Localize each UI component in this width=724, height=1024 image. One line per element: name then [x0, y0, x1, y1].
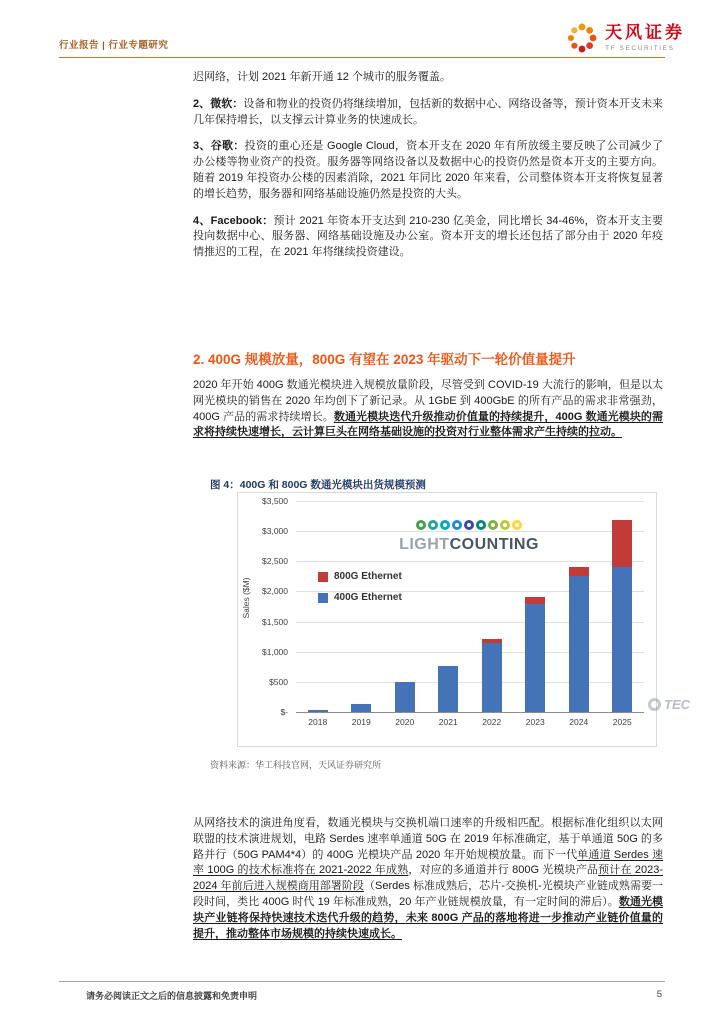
legend-swatch	[318, 572, 328, 582]
chart-plot	[296, 501, 690, 713]
footer-disclaimer: 请务必阅读正文之后的信息披露和免责申明	[86, 991, 258, 1001]
paragraph: 迟网络，计划 2021 年新开通 12 个城市的服务覆盖。	[193, 71, 451, 83]
y-tick-label: $3,500	[262, 496, 288, 506]
x-tick-label: 2021	[438, 717, 458, 727]
gridline	[296, 501, 644, 502]
paragraph: 4、Facebook：预计 2021 年资本开支达到 210-230 亿美金，同比增长 34-46%，资本开支主要投向数据中心、服务器、网络基础设施及办公室。资本开支的增长还包括了部分由于 2020 年疫情推迟的工程，在 2021 年将继续投资建设。	[193, 214, 663, 259]
watermark-text: TEC	[664, 697, 690, 712]
brand-subtitle: TF SECURITIES	[605, 44, 675, 52]
y-tick-label: $500	[269, 676, 288, 687]
lc-counting-text: COUNTING	[449, 536, 539, 553]
section-paragraph: 2020 年开始 400G 数通光模块进入规模放量阶段，尽管受到 COVID-19 大流行的影响，但是以太网光模块的销售在 2020 年均创下了新记录。从 1GbE 到 400GbE 的所有产品的需求非常强劲，400G 产品的需求持续增长。数通光模块迭代升级推动价值量的持续提升，400G 数通光模块的需求将持续快速增长，云计算巨头在网络基础设施的投资对行业整体需求产生持续的拉动。	[193, 379, 663, 439]
bar-segment	[612, 567, 632, 712]
lightcounting-chain-icon	[384, 517, 554, 533]
bar-segment	[351, 704, 371, 712]
y-tick-label: $2,000	[262, 586, 288, 597]
x-tick-label: 2023	[525, 717, 545, 727]
x-tick-label: 2024	[569, 717, 589, 727]
lightcounting-wordmark	[384, 536, 554, 554]
bar-segment	[612, 520, 632, 567]
lightcounting-logo	[384, 517, 554, 554]
y-tick-label: $1,500	[262, 616, 288, 627]
y-axis-label: Sales ($M)	[241, 577, 251, 619]
gridline	[296, 622, 644, 623]
bar-segment	[438, 666, 458, 712]
y-tick-label: $-	[280, 707, 288, 717]
bar-segment	[395, 682, 415, 712]
legend-item	[318, 571, 402, 582]
bar-segment	[525, 597, 545, 604]
x-axis-ticks	[296, 717, 644, 731]
gridline	[296, 682, 644, 683]
bar-segment	[569, 576, 589, 712]
bar-segment	[569, 567, 589, 576]
footer-divider	[59, 981, 665, 982]
chart-legend	[318, 571, 402, 613]
figure-source: 资料来源：华工科技官网，天风证券研究所	[210, 760, 382, 770]
breadcrumb: 行业报告 | 行业专题研究	[59, 40, 169, 51]
header-divider	[59, 57, 665, 58]
paragraph: 3、谷歌：投资的重心还是 Google Cloud，资本开支在 2020 年有所放缓主要反映了公司减少了办公楼等物业资产的投资。服务器等网络设备以及数据中心的投资仍然是资本开支的主要方向。随着 2019 年投资办公楼的因素消除，2021 年同比 2020 年来看，公司整体资本开支将恢复显著的增长趋势，服务器和网络基础设施仍然是投资的大头。	[193, 140, 664, 200]
bar-segment	[482, 639, 502, 643]
y-tick-label: $3,000	[262, 526, 288, 537]
section-heading: 2. 400G 规模放量，800G 有望在 2023 年驱动下一轮价值量提升	[193, 352, 576, 367]
tf-pinwheel-icon	[565, 21, 599, 55]
page-number: 5	[656, 989, 662, 1000]
gridline	[296, 652, 644, 653]
closing-paragraph: 从网络技术的演进角度看，数通光模块与交换机端口速率的升级相匹配。根据标准化组织以太网联盟的技术演进规划，电路 Serdes 速率单通道 50G 在 2019 年标准确定，基于单通道 50G 的多路并行（50G PAM4*4）的 400G 光模块产品 2020 年开始规模放量。而下一代单通道 Serdes 速率 100G 的技术标准将在 2021-2022 年成熟，对应的多通道并行 800G 光模块产品预计在 2023-2024 年前后进入规模商用部署阶段（Serdes 标准成熟后，芯片-交换机-光模块产业链成熟需要一段时间，类比 400G 时代 19 年标准成熟，20 年产业链规模放量，有一定时间的滞后）。数通光模块产业链将保持快速技术迭代升级的趋势，未来 800G 产品的落地将进一步推动产业链价值量的提升，推动整体市场规模的持续快速成长。	[193, 817, 664, 940]
x-tick-label: 2020	[395, 717, 415, 727]
y-tick-label: $2,500	[262, 556, 288, 567]
paragraph: 2、微软：设备和物业的投资仍将继续增加，包括新的数据中心、网络设备等，预计资本开支未来几年保持增长，以支撑云计算业务的快速成长。	[193, 97, 663, 126]
watermark-swirl-icon	[648, 698, 661, 711]
x-tick-label: 2025	[612, 717, 632, 727]
brand-logo	[565, 21, 685, 55]
figure-title: 图 4：400G 和 800G 数通光模块出货规模预测	[210, 479, 426, 491]
gridline	[296, 561, 644, 562]
bar-segment	[525, 604, 545, 713]
y-tick-label: $1,000	[262, 646, 288, 657]
y-axis-ticks	[250, 496, 292, 717]
body-paragraphs	[193, 70, 663, 272]
legend-label: 400G Ethernet	[334, 592, 402, 603]
x-tick-label: 2022	[482, 717, 502, 727]
legend-item	[318, 592, 402, 603]
lc-light-text: LIGHT	[399, 536, 450, 553]
x-tick-label: 2018	[308, 717, 328, 727]
brand-text	[605, 24, 685, 52]
chart-figure	[237, 492, 690, 747]
hgtech-watermark	[648, 697, 690, 712]
bar-segment	[308, 710, 328, 712]
legend-label: 800G Ethernet	[334, 571, 402, 582]
bar-segment	[482, 643, 502, 712]
legend-swatch	[318, 593, 328, 603]
brand-name: 天风证券	[605, 23, 685, 43]
x-tick-label: 2019	[351, 717, 371, 727]
